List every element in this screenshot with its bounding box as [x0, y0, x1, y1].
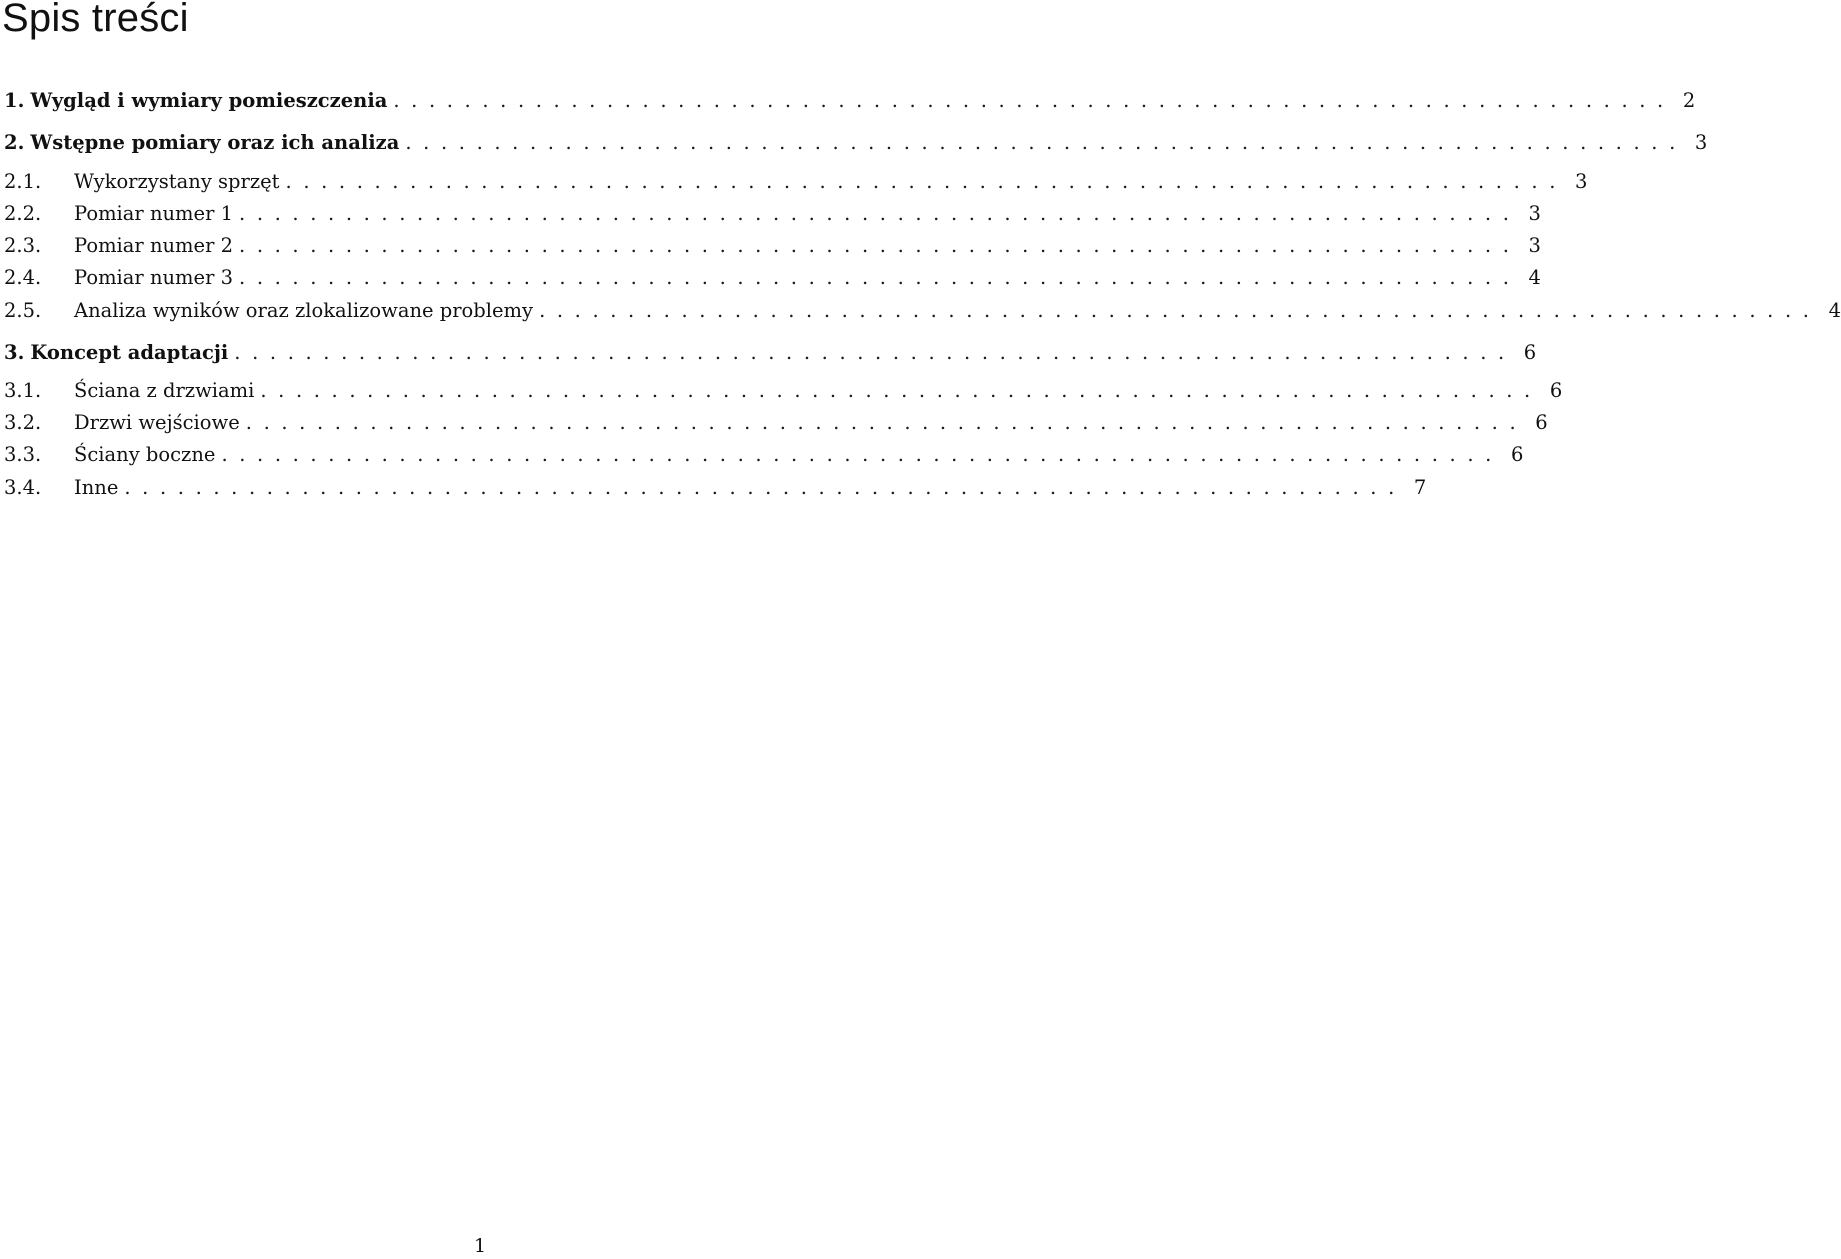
- toc-entry-page: 6: [1510, 443, 1524, 466]
- toc-entry-3-3[interactable]: [4, 441, 1524, 469]
- dot-leader: ........................................................................: [124, 476, 1406, 499]
- toc-entry-page: 7: [1413, 476, 1427, 499]
- dot-leader: ........................................................................: [221, 443, 1503, 466]
- toc-entry-label: Wstępne pomiary oraz ich analiza: [30, 131, 400, 154]
- toc-entry-3-2[interactable]: [4, 409, 1548, 437]
- toc-entry-1[interactable]: [4, 87, 1696, 115]
- dot-leader: ........................................................................: [260, 379, 1542, 402]
- dot-leader: ........................................................................: [239, 234, 1521, 257]
- toc-entry-number: 3.2.: [4, 411, 42, 434]
- toc-entry-number: 2.: [4, 131, 25, 154]
- toc-entry-3-4[interactable]: [4, 474, 1427, 502]
- toc-entry-label: Wykorzystany sprzęt: [74, 170, 280, 193]
- toc-entry-label: Inne: [74, 476, 119, 499]
- toc-entry-number: 3.1.: [4, 379, 42, 402]
- toc-entry-number: 3.4.: [4, 476, 42, 499]
- toc-entry-label: Koncept adaptacji: [30, 341, 229, 364]
- toc-entry-number: 2.2.: [4, 202, 42, 225]
- dot-leader: ........................................................................: [393, 89, 1675, 112]
- toc-entry-number: 3.: [4, 341, 25, 364]
- dot-leader: ........................................................................: [239, 202, 1521, 225]
- toc-entry-label: Drzwi wejściowe: [74, 411, 240, 434]
- toc-entry-label: Ściany boczne: [74, 443, 216, 466]
- toc-title: Spis treści: [2, 0, 189, 40]
- page-number: 1: [473, 1235, 487, 1257]
- toc-entry-page: 3: [1528, 202, 1541, 225]
- toc-entry-2-5[interactable]: [4, 297, 1841, 325]
- toc-entry-number: 2.4.: [4, 266, 42, 289]
- dot-leader: ........................................................................: [405, 131, 1687, 154]
- toc-entry-page: 3: [1528, 234, 1541, 257]
- dot-leader: ........................................................................: [285, 170, 1568, 193]
- toc-entry-2-1[interactable]: [4, 168, 1588, 196]
- toc-entry-label: Wygląd i wymiary pomieszczenia: [30, 89, 388, 112]
- toc-entry-2[interactable]: [4, 129, 1708, 157]
- toc-entry-2-3[interactable]: [4, 232, 1541, 260]
- toc-entry-page: 2: [1682, 89, 1696, 112]
- dot-leader: ........................................................................: [539, 299, 1821, 322]
- dot-leader: ........................................................................: [234, 341, 1516, 364]
- toc-entry-page: 4: [1828, 299, 1841, 322]
- toc-entry-label: Pomiar numer 1: [74, 202, 234, 225]
- toc-entry-number: 2.1.: [4, 170, 42, 193]
- toc-entry-number: 2.3.: [4, 234, 42, 257]
- toc-entry-2-2[interactable]: [4, 200, 1541, 228]
- toc-entry-page: 6: [1535, 411, 1548, 434]
- toc-entry-page: 6: [1549, 379, 1563, 402]
- dot-leader: ........................................................................: [245, 411, 1528, 434]
- toc-entry-page: 6: [1523, 341, 1537, 364]
- toc-entry-page: 3: [1575, 170, 1588, 193]
- dot-leader: ........................................................................: [239, 266, 1521, 289]
- toc-entry-number: 3.3.: [4, 443, 42, 466]
- toc-entry-3-1[interactable]: [4, 377, 1563, 405]
- toc-entry-2-4[interactable]: [4, 264, 1541, 292]
- toc-entry-number: 2.5.: [4, 299, 42, 322]
- toc-entry-label: Analiza wyników oraz zlokalizowane problemy: [74, 299, 534, 322]
- toc-entry-number: 1.: [4, 89, 25, 112]
- toc-entry-label: Pomiar numer 2: [74, 234, 234, 257]
- toc-entry-page: 3: [1694, 131, 1708, 154]
- toc-entry-label: Ściana z drzwiami: [74, 379, 255, 402]
- toc-entry-label: Pomiar numer 3: [74, 266, 234, 289]
- toc-entry-page: 4: [1528, 266, 1541, 289]
- toc-entry-3[interactable]: [4, 339, 1537, 367]
